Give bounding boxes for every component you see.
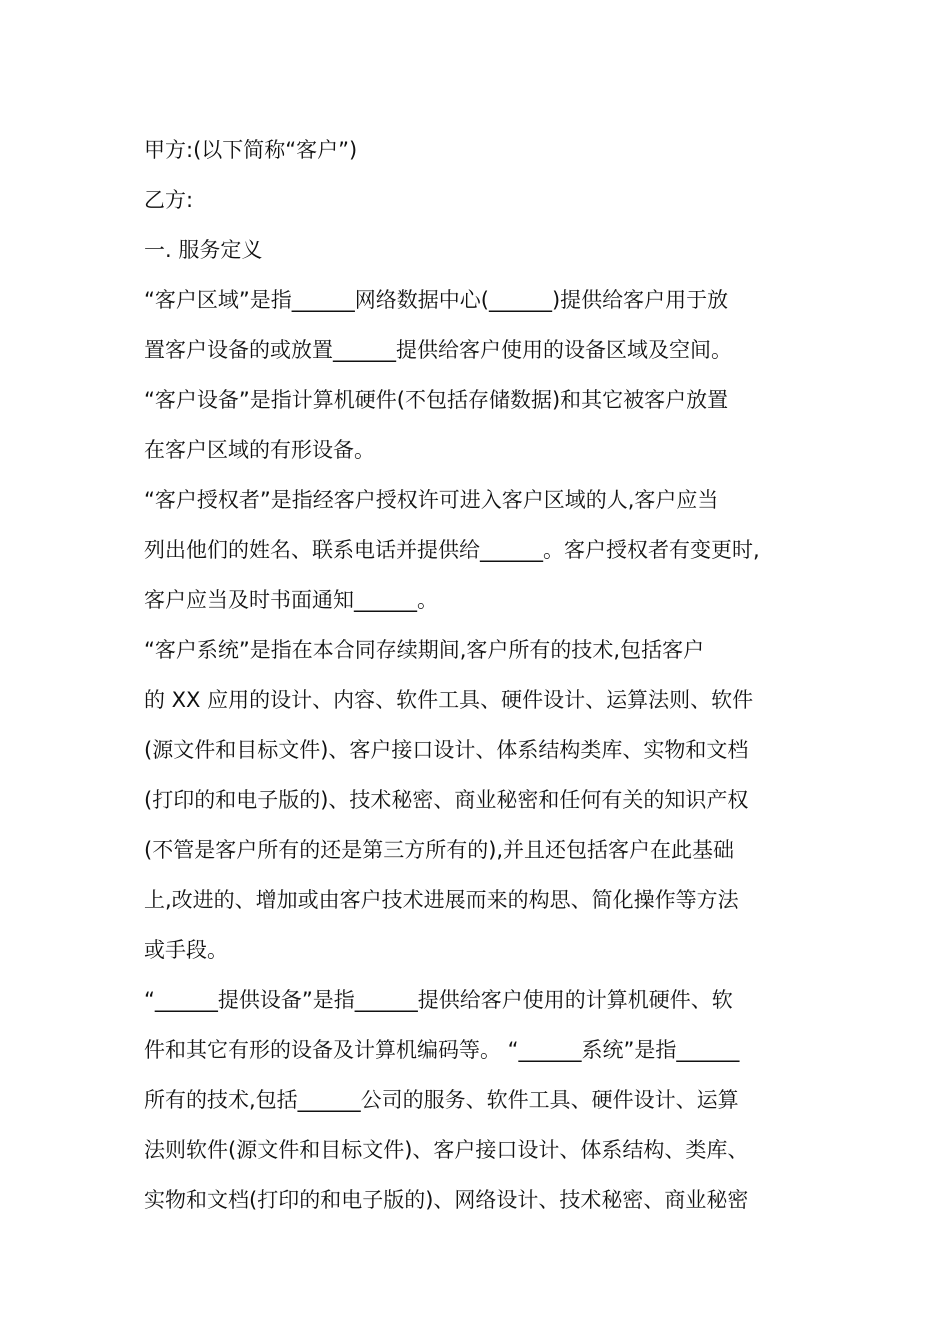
paragraph-line: 置客户设备的或放置______提供给客户使用的设备区域及空间。 <box>144 338 732 362</box>
paragraph-line: (源文件和目标文件)、客户接口设计、体系结构类库、实物和文档 <box>144 738 749 762</box>
paragraph-line: 的 XX 应用的设计、内容、软件工具、硬件设计、运算法则、软件 <box>144 688 754 712</box>
paragraph-line: “客户授权者”是指经客户授权许可进入客户区域的人,客户应当 <box>144 488 719 512</box>
paragraph-line: “______提供设备”是指______提供给客户使用的计算机硬件、软 <box>144 988 733 1012</box>
party-b-line: 乙方: <box>144 188 194 212</box>
paragraph-line: (打印的和电子版的)、技术秘密、商业秘密和任何有关的知识产权 <box>144 788 749 812</box>
paragraph-line: 上,改进的、增加或由客户技术进展而来的构思、简化操作等方法 <box>144 888 739 912</box>
paragraph-line: “客户设备”是指计算机硬件(不包括存储数据)和其它被客户放置 <box>144 388 729 412</box>
paragraph-line: 列出他们的姓名、联系电话并提供给______。客户授权者有变更时, <box>144 538 760 562</box>
paragraph-line: 所有的技术,包括______公司的服务、软件工具、硬件设计、运算 <box>144 1088 739 1112</box>
paragraph-line: 在客户区域的有形设备。 <box>144 438 375 462</box>
paragraph-line: “客户区域”是指______网络数据中心(______)提供给客户用于放 <box>144 288 729 312</box>
paragraph-line: 实物和文档(打印的和电子版的)、网络设计、技术秘密、商业秘密 <box>144 1188 749 1212</box>
paragraph-line: 件和其它有形的设备及计算机编码等。 “______系统”是指______ <box>144 1038 740 1062</box>
paragraph-line: 或手段。 <box>144 938 228 962</box>
paragraph-line: 客户应当及时书面通知______。 <box>144 588 438 612</box>
paragraph-line: (不管是客户所有的还是第三方所有的),并且还包括客户在此基础 <box>144 838 735 862</box>
party-a-line: 甲方:(以下简称“客户”) <box>144 138 358 162</box>
paragraph-line: “客户系统”是指在本合同存续期间,客户所有的技术,包括客户 <box>144 638 705 662</box>
paragraph-line: 法则软件(源文件和目标文件)、客户接口设计、体系结构、类库、 <box>144 1138 749 1162</box>
section-heading: 一. 服务定义 <box>144 238 263 262</box>
